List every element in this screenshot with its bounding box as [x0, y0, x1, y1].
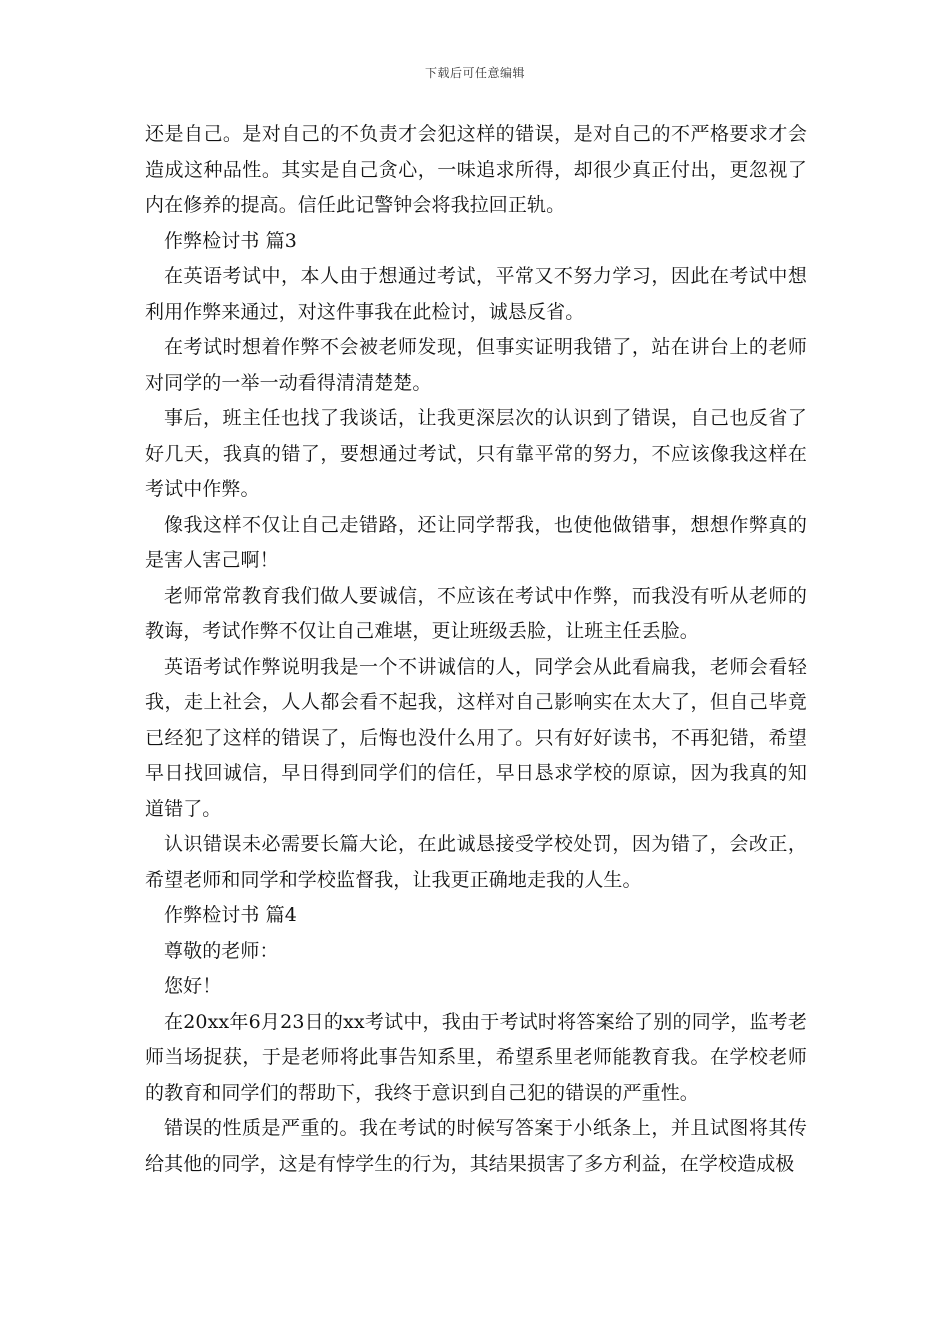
section-heading-3: 作弊检讨书 篇3: [164, 229, 297, 252]
paragraph: 在英语考试中，本人由于想通过考试，平常又不努力学习，因此在考试中想利用作弊来通过，对这件事我在此检讨，诚恳反省。: [145, 265, 807, 323]
document-body: [145, 117, 807, 1182]
page-header: 下载后可任意编辑: [424, 66, 525, 80]
paragraph: 英语考试作弊说明我是一个不讲诚信的人，同学会从此看扁我，老师会看轻我，走上社会，人人都会看不起我，这样对自己影响实在太大了，但自己毕竟已经犯了这样的错误了，后悔也没什么用了。只有好好读书，不再犯错，希望早日找回诚信，早日得到同学们的信任，早日恳求学校的原谅，因为我真的知道错了。: [145, 655, 807, 820]
section-heading-4: 作弊检讨书 篇4: [164, 904, 297, 926]
greeting: 您好！: [164, 975, 222, 997]
paragraph: 在20xx年6月23日的xx考试中，我由于考试时将答案给了别的同学，监考老师当场捉获，于是老师将此事告知系里，希望系里老师能教育我。在学校老师的教育和同学们的帮助下，我终于意识到自己犯的错误的严重性。: [145, 1010, 807, 1104]
paragraph: 在考试时想着作弊不会被老师发现，但事实证明我错了，站在讲台上的老师对同学的一举一动看得清清楚楚。: [145, 336, 807, 394]
paragraph: 老师常常教育我们做人要诚信，不应该在考试中作弊，而我没有听从老师的教诲，考试作弊不仅让自己难堪，更让班级丢脸，让班主任丢脸。: [145, 584, 807, 642]
paragraph: 错误的性质是严重的。我在考试的时候写答案于小纸条上，并且试图将其传给其他的同学，这是有悖学生的行为，其结果损害了多方利益，在学校造成极: [145, 1117, 807, 1175]
paragraph-continuation: 还是自己。是对自己的不负责才会犯这样的错误，是对自己的不严格要求才会造成这种品性。其实是自己贪心，一味追求所得，却很少真正付出，更忽视了内在修养的提高。信任此记警钟会将我拉回正轨。: [145, 123, 807, 216]
salutation: 尊敬的老师：: [164, 939, 279, 962]
paragraph: 事后，班主任也找了我谈话，让我更深层次的认识到了错误，自己也反省了好几天，我真的错了，要想通过考试，只有靠平常的努力，不应该像我这样在考试中作弊。: [145, 407, 807, 500]
paragraph: 像我这样不仅让自己走错路，还让同学帮我，也使他做错事，想想作弊真的是害人害己啊！: [145, 513, 807, 571]
paragraph: 认识错误未必需要长篇大论，在此诚恳接受学校处罚，因为错了，会改正，希望老师和同学和学校监督我，让我更正确地走我的人生。: [145, 833, 807, 891]
